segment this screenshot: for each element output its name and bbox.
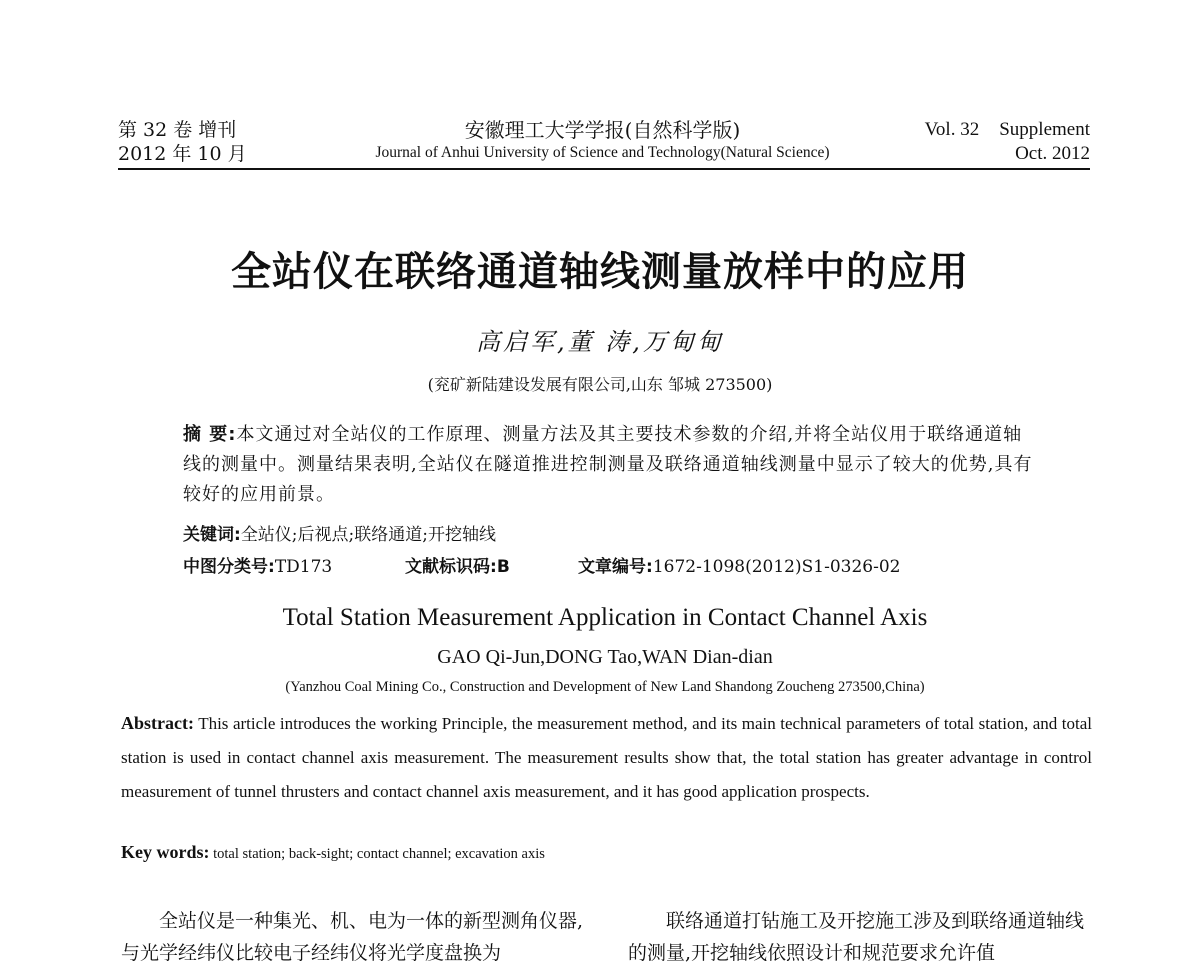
- journal-name: [330, 118, 875, 164]
- paper-title-cn: 全站仪在联络通道轴线测量放样中的应用: [231, 248, 969, 295]
- body-column-left: 全站仪是一种集光、机、电为一体的新型测角仪器,与光学经纬仪比较电子经纬仪将光学度盘换为: [121, 910, 584, 964]
- authors-en: GAO Qi-Jun,DONG Tao,WAN Dian-dian: [437, 646, 773, 668]
- clc-label: 中图分类号:: [183, 557, 275, 577]
- publication-date: 2012 年 10 月: [118, 143, 247, 165]
- affiliation-en: (Yanzhou Coal Mining Co., Construction and Development of New Land Shandong Zoucheng 273500,China): [285, 679, 925, 695]
- clc-value: TD173: [274, 557, 333, 577]
- doc-label: 文献标识码:: [405, 557, 497, 577]
- journal-name-cn: 安徽理工大学学报(自然科学版): [464, 118, 741, 142]
- affiliation-cn: (兖矿新陆建设发展有限公司,山东 邹城 273500): [427, 375, 773, 394]
- abstract-en-text: This article introduces the working Principle, the measurement method, and its main technical parameters of total station, and total station is used in contact channel axis measurement. The measurement results show that, the total station has greater advantage in control measurement of tunnel thrusters and contact channel axis measurement, and it has good application prospects.: [121, 714, 1092, 801]
- authors-cn: 高启军,董 涛,万甸甸: [476, 328, 724, 356]
- journal-volume-info-en: [925, 118, 1090, 166]
- header-rule: [118, 168, 1090, 170]
- volume-supplement-en: [925, 118, 1090, 142]
- date-en: Oct. 2012: [1015, 143, 1090, 164]
- abstract-cn-label: 摘 要:: [183, 424, 237, 445]
- volume-en: Vol. 32: [924, 119, 980, 140]
- abstract-en: [121, 706, 1092, 809]
- art-label: 文章编号:: [578, 557, 653, 577]
- keywords-cn-label: 关键词:: [183, 525, 241, 545]
- journal-volume-info: [118, 118, 247, 166]
- abstract-cn-text: 本文通过对全站仪的工作原理、测量方法及其主要技术参数的介绍,并将全站仪用于联络通道轴线的测量中。测量结果表明,全站仪在隧道推进控制测量及联络通道轴线测量中显示了较大的优势,具有较好的应用前景。: [183, 424, 1033, 505]
- art-value: 1672-1098(2012)S1-0326-02: [652, 557, 901, 577]
- clc-number: [183, 552, 405, 577]
- supplement-en: Supplement: [999, 119, 1090, 140]
- body-column-right: 联络通道打钻施工及开挖施工涉及到联络通道轴线的测量,开挖轴线依照设计和规范要求允许值: [628, 910, 1085, 964]
- abstract-cn: [183, 420, 1033, 510]
- abstract-en-label: Abstract:: [121, 713, 194, 733]
- keywords-en-text: total station; back-sight; contact channel; excavation axis: [209, 846, 545, 862]
- keywords-cn: [183, 520, 496, 545]
- article-number: [578, 552, 900, 577]
- keywords-en-label: Key words:: [121, 842, 210, 862]
- classification-line: [183, 552, 1083, 577]
- volume-issue: 第 32 卷 增刊: [118, 119, 237, 141]
- doc-value: B: [496, 557, 510, 577]
- keywords-en: [121, 842, 545, 863]
- journal-name-en: Journal of Anhui University of Science and Technology(Natural Science): [375, 144, 830, 161]
- keywords-cn-text: 全站仪;后视点;联络通道;开挖轴线: [240, 525, 496, 545]
- document-code: [405, 552, 578, 577]
- paper-title-en: Total Station Measurement Application in Contact Channel Axis: [282, 604, 928, 631]
